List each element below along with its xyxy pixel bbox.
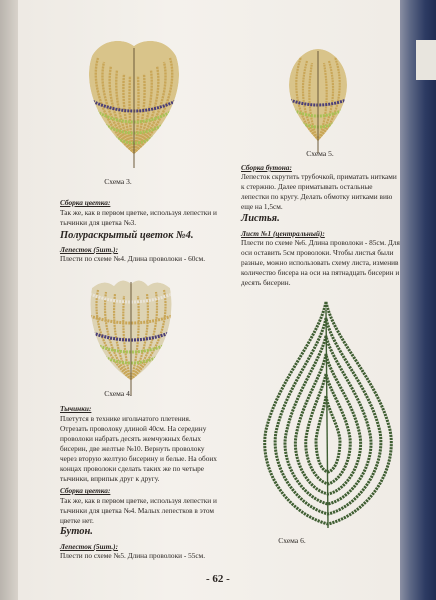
scheme-5-caption: Схема 5. bbox=[306, 149, 334, 158]
stamens-line-1: Плетутся в технике игольчатого плетения. bbox=[60, 414, 191, 423]
leaves-line-3: разные, можно использовать схему листа, изменив bbox=[241, 258, 399, 267]
assembly-2-line-1: Так же, как в первом цветке, используя лепестки и bbox=[60, 496, 217, 505]
bud-petal-text: Плести по схеме №5. Длина проволоки - 55см. bbox=[60, 551, 206, 560]
page-left-edge bbox=[0, 0, 18, 600]
leaves-line-2: оси оставить 5см проволоки. Чтобы листья были bbox=[241, 248, 394, 257]
assembly-1-text: Так же, как в первом цветке, используя лепестки и тычинки для цветка №3. bbox=[60, 208, 217, 227]
stamens-line-6: концах проволоки сделать таких же по четыре bbox=[60, 464, 204, 473]
scheme-3-caption: Схема 3. bbox=[104, 177, 132, 186]
next-page-tab bbox=[416, 40, 436, 80]
scheme-6-caption: Схема 6. bbox=[278, 536, 306, 545]
page-number: - 62 - bbox=[206, 573, 230, 585]
scheme-4-caption: Схема 4. bbox=[104, 389, 132, 398]
bud-petal-title: Лепесток (5шт.): bbox=[60, 542, 119, 551]
flower-4-title: Полураскрытый цветок №4. bbox=[60, 230, 194, 241]
leaves-line-4: количество бисера на оси на пятнадцать бисерин и bbox=[241, 268, 400, 277]
stamens-title: Тычинки: bbox=[60, 404, 92, 413]
bud-title: Бутон. bbox=[60, 526, 93, 537]
assembly-2-line-3: цветке нет. bbox=[60, 516, 94, 525]
assembly-2-title: Сборка цветка: bbox=[60, 486, 111, 495]
stamens-line-7: тычинки, вприпык друг к другу. bbox=[60, 474, 160, 483]
stamens-line-2: Отрезать проволоку длиной 40см. На середину bbox=[60, 424, 207, 433]
bud-assembly-line-4: еще на 1,5см. bbox=[241, 202, 283, 211]
scheme-6-illustration bbox=[258, 300, 398, 530]
bud-assembly-title: Сборка бутона: bbox=[241, 163, 292, 172]
flower-4-petal-title: Лепесток (5шт.): bbox=[60, 245, 119, 254]
leaves-line-1: Плести по схеме №6. Длина проволоки - 85см. Для bbox=[241, 238, 400, 247]
assembly-1-title: Сборка цветка: bbox=[60, 198, 111, 207]
stamens-line-3: проволоки набрать десять жемчужных белых bbox=[60, 434, 202, 443]
assembly-2-line-2: тычинки для цветка №4. Малых лепестков в этом bbox=[60, 506, 215, 515]
bud-assembly-line-3: лепестки по кругу. Делать обмотку нитками вию bbox=[241, 192, 393, 201]
bud-assembly-line-2: к стержню. Далее приматывать остальные bbox=[241, 182, 373, 191]
leaves-line-5: десять бисерин. bbox=[241, 278, 291, 287]
leaf-1-title: Лист №1 (центральный): bbox=[241, 229, 325, 238]
stamens-line-4: бисерин, две желтые №10. Вернуть проволоку bbox=[60, 444, 205, 453]
flower-4-petal-text: Плести по схеме №4. Длина проволоки - 60см. bbox=[60, 254, 206, 263]
scheme-5-illustration bbox=[283, 45, 353, 145]
stamens-line-5: через вторую желтую бисерину и белые. На обоих bbox=[60, 454, 217, 463]
scheme-4-illustration bbox=[84, 270, 178, 390]
bud-assembly-line-1: Лепесток скрутить трубочкой, приматать нитками bbox=[241, 172, 397, 181]
scheme-3-illustration bbox=[84, 38, 184, 158]
book-spine bbox=[400, 0, 436, 600]
leaves-title: Листья. bbox=[241, 213, 280, 224]
